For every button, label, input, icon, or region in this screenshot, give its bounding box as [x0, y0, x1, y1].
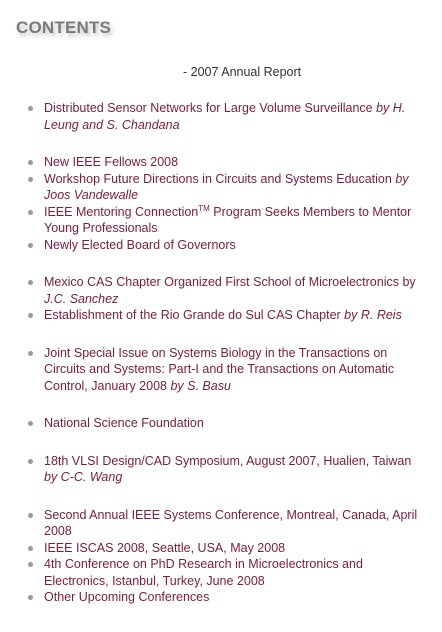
trademark-sup: TM: [198, 203, 210, 213]
item-author: by R. Reis: [344, 308, 402, 322]
toc-item-mexico-cas-chapter[interactable]: [26, 274, 422, 307]
item-title: Distributed Sensor Networks for Large Volume Surveillance: [44, 101, 377, 115]
item-title: Newly Elected Board of Governors: [44, 237, 236, 252]
toc-item-board-of-governors[interactable]: [26, 237, 422, 254]
item-title: National Science Foundation: [44, 416, 204, 430]
item-title: Mexico CAS Chapter Organized First School of Microelectronics by: [44, 275, 416, 289]
item-title: Other Upcoming Conferences: [44, 590, 210, 604]
toc-item-workshop-future-directions[interactable]: [26, 171, 422, 204]
toc-item-vlsi-symposium[interactable]: [26, 453, 422, 486]
item-title-rest: Program Seeks Members to Mentor Young Professionals: [44, 204, 412, 235]
item-title: 4th Conference on PhD Research in Microelectronics and Electronics, Istanbul, Turkey, June 2008: [44, 557, 363, 588]
toc-item-distributed-sensor-networks[interactable]: [26, 100, 422, 133]
toc-item-upcoming-conferences[interactable]: [26, 589, 422, 606]
item-title: IEEE Mentoring Connection: [44, 204, 199, 219]
toc-item-rio-grande-chapter[interactable]: [26, 307, 422, 324]
item-author: by H. Leung and S. Chandana: [44, 101, 406, 132]
item-title: Joint Special Issue on Systems Biology in the Transactions on Circuits and Systems: Part-I and the Transactions on Automatic Control, January 2008: [44, 345, 395, 393]
item-title: New IEEE Fellows 2008: [44, 155, 179, 169]
item-author: by Joos Vandewalle: [44, 171, 409, 202]
item-title: IEEE ISCAS 2008, Seattle, USA, May 2008: [44, 540, 286, 555]
toc-item-ieee-systems-conference[interactable]: [26, 507, 422, 540]
toc-item-national-science-foundation[interactable]: [26, 415, 422, 432]
item-title: Workshop Future Directions in Circuits and Systems Education: [44, 171, 396, 186]
toc-item-iscas-2008[interactable]: [26, 540, 422, 557]
toc-item-joint-special-issue[interactable]: [26, 345, 422, 395]
toc-item-phd-research-conference[interactable]: [26, 556, 422, 589]
item-author: by C-C. Wang: [44, 470, 123, 484]
item-title: Establishment of the Rio Grande do Sul CAS Chapter: [44, 308, 345, 322]
contents-list: [26, 100, 422, 606]
item-title: Second Annual IEEE Systems Conference, Montreal, Canada, April 2008: [44, 507, 418, 538]
annual-report-subtitle: - 2007 Annual Report: [183, 65, 302, 79]
item-author: by S. Basu: [170, 378, 231, 393]
toc-item-mentoring-connection[interactable]: [26, 204, 422, 237]
toc-item-new-ieee-fellows[interactable]: [26, 154, 422, 171]
item-author: J.C. Sanchez: [44, 291, 119, 306]
item-title: 18th VLSI Design/CAD Symposium, August 2007, Hualien, Taiwan: [44, 453, 412, 468]
contents-heading: CONTENTS: [16, 18, 112, 37]
